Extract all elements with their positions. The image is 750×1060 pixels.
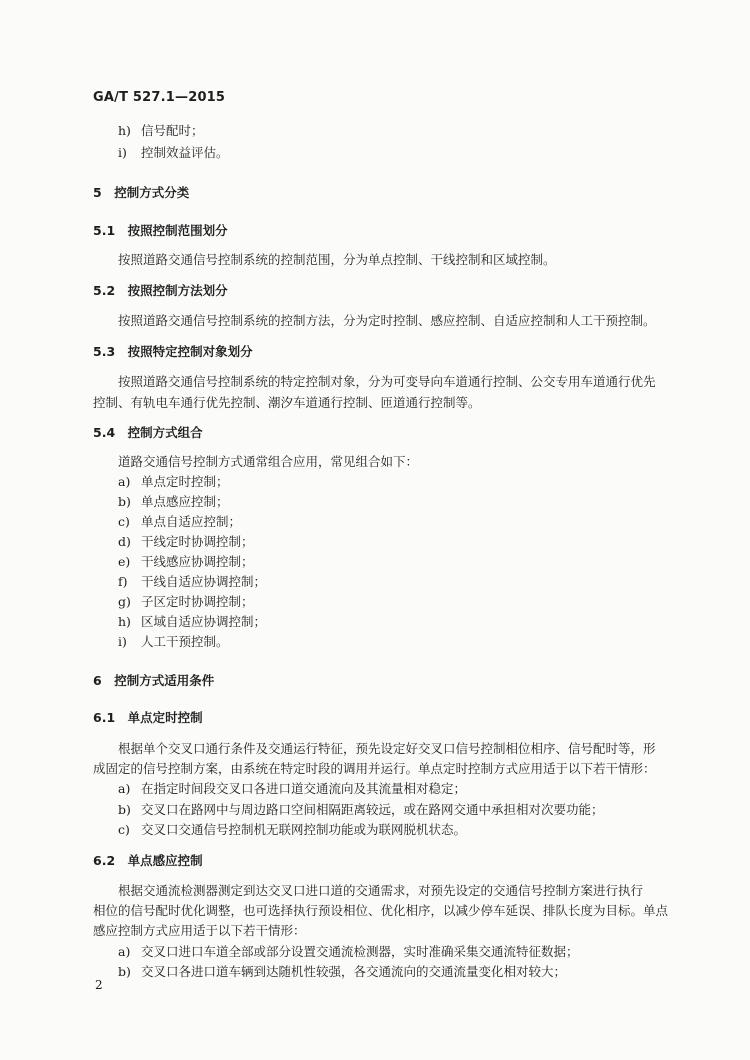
list-item-text: 控制效益评估。 xyxy=(141,145,229,160)
list-item-label: d) xyxy=(118,534,131,549)
paragraph: 按照道路交通信号控制系统的控制方法，分为定时控制、感应控制、自适应控制和人工干预控制。 xyxy=(118,313,656,328)
list-item-text: 在指定时间段交叉口各进口道交通流向及其流量相对稳定； xyxy=(141,781,467,796)
list-item-label: b) xyxy=(118,494,131,509)
paragraph: 按照道路交通信号控制系统的特定控制对象，分为可变导向车道通行控制、公交专用车道通行优先 xyxy=(118,374,656,389)
list-item-label: a) xyxy=(118,474,131,489)
page-number: 2 xyxy=(95,978,103,992)
paragraph: 控制、有轨电车通行优先控制、潮汐车道通行控制、匝道通行控制等。 xyxy=(93,395,481,410)
paragraph: 根据单个交叉口通行条件及交通运行特征，预先设定好交叉口信号控制相位相序、信号配时等，形 xyxy=(118,741,656,756)
section-heading: 5 控制方式分类 xyxy=(93,185,190,200)
list-item-text: 子区定时协调控制； xyxy=(141,594,254,609)
list-item-label: c) xyxy=(118,514,130,529)
subsection-heading: 5.2 按照控制方法划分 xyxy=(93,283,228,298)
list-item-text: 交叉口进口车道全部或部分设置交通流检测器，实时准确采集交通流特征数据； xyxy=(141,944,579,959)
paragraph: 感应控制方式应用适于以下若干情形： xyxy=(93,923,306,938)
subsection-heading: 5.3 按照特定控制对象划分 xyxy=(93,344,253,359)
list-item-text: 人工干预控制。 xyxy=(141,634,229,649)
paragraph: 按照道路交通信号控制系统的控制范围，分为单点控制、干线控制和区域控制。 xyxy=(118,252,556,267)
list-item-label: b) xyxy=(118,802,131,817)
list-item-label: b) xyxy=(118,964,131,979)
paragraph: 根据交通流检测器测定到达交叉口进口道的交通需求，对预先设定的交通信号控制方案进行执行 xyxy=(118,883,644,898)
list-item-label: i) xyxy=(118,145,127,160)
list-item-text: 干线定时协调控制； xyxy=(141,534,254,549)
list-item-label: e) xyxy=(118,554,131,569)
paragraph: 成固定的信号控制方案，由系统在特定时段的调用并运行。单点定时控制方式应用适于以下若干情形： xyxy=(93,761,656,776)
section-heading: 6 控制方式适用条件 xyxy=(93,673,215,688)
list-item-text: 干线感应协调控制； xyxy=(141,554,254,569)
list-item-text: 区域自适应协调控制； xyxy=(141,614,267,629)
document-id: GA/T 527.1—2015 xyxy=(93,90,226,105)
subsection-heading: 6.1 单点定时控制 xyxy=(93,710,203,725)
list-item-text: 交叉口交通信号控制机无联网控制功能或为联网脱机状态。 xyxy=(141,822,467,837)
list-item-label: h) xyxy=(118,123,131,138)
paragraph: 相位的信号配时优化调整，也可选择执行预设相位、优化相序，以减少停车延误、排队长度为目标。单点 xyxy=(93,903,669,918)
list-item-label: a) xyxy=(118,781,131,796)
list-item-text: 单点感应控制； xyxy=(141,494,229,509)
list-item-text: 单点定时控制； xyxy=(141,474,229,489)
list-item-text: 交叉口在路网中与周边路口空间相隔距离较远，或在路网交通中承担相对次要功能； xyxy=(141,802,604,817)
list-item-label: g) xyxy=(118,594,131,609)
list-item-label: c) xyxy=(118,822,130,837)
subsection-heading: 5.1 按照控制范围划分 xyxy=(93,223,228,238)
list-item-text: 交叉口各进口道车辆到达随机性较强，各交通流向的交通流量变化相对较大； xyxy=(141,964,567,979)
paragraph: 道路交通信号控制方式通常组合应用，常见组合如下： xyxy=(118,454,419,469)
list-item-label: i) xyxy=(118,634,127,649)
subsection-heading: 5.4 控制方式组合 xyxy=(93,425,203,440)
list-item-text: 干线自适应协调控制； xyxy=(141,574,267,589)
list-item-label: h) xyxy=(118,614,131,629)
list-item-label: a) xyxy=(118,944,131,959)
list-item-text: 单点自适应控制； xyxy=(141,514,242,529)
list-item-text: 信号配时； xyxy=(141,123,204,138)
subsection-heading: 6.2 单点感应控制 xyxy=(93,853,203,868)
list-item-label: f) xyxy=(118,574,128,589)
